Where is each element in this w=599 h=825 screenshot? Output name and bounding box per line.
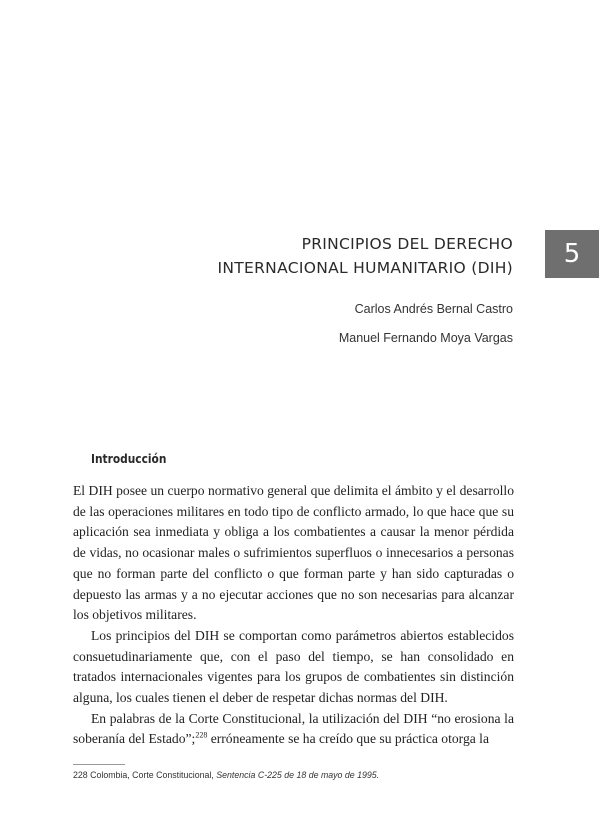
- author-2: Manuel Fernando Moya Vargas: [338, 331, 513, 345]
- chapter-title-line-1: PRINCIPIOS DEL DERECHO: [301, 235, 513, 253]
- body-text: [73, 481, 514, 750]
- footnote-reference[interactable]: 228: [195, 730, 208, 740]
- chapter-title-line-2: INTERNACIONAL HUMANITARIO (DIH): [217, 259, 513, 277]
- paragraph-3-text-b: erróneamente se ha creído que su práctica otorga la: [207, 731, 489, 747]
- footnote-citation: Sentencia C-225 de 18 de mayo de 1995.: [216, 770, 380, 780]
- footnote-divider: [73, 764, 125, 765]
- chapter-number-tab: 5: [545, 230, 599, 278]
- paragraph-3: [73, 709, 514, 750]
- footnote-text: 228 Colombia, Corte Constitucional,: [73, 770, 217, 780]
- footnote: [73, 770, 379, 780]
- paragraph-2: Los principios del DIH se comportan como parámetros abiertos establecidos consuetudinariamente que, con el paso del tiempo, se han consolidado en tratados internacionales vigentes para los grupos de combatientes sin distinción alguna, los cuales tienen el deber de respetar dichas normas del DIH.: [73, 627, 514, 706]
- paragraph-1: El DIH posee un cuerpo normativo general que delimita el ámbito y el desarrollo de las operaciones militares en todo tipo de conflicto armado, lo que hace que su aplicación sea inmediata y obliga a los combatientes a causar la menor pérdida de vidas, no ocasionar males o sufrimientos superfluos o innecesarios a personas que no forman parte del conflicto o que forman parte y han sido capturadas o depuesto las armas y a no ejecutar acciones que no son necesarias para alcanzar los objetivos militares.: [73, 483, 514, 623]
- author-1: Carlos Andrés Bernal Castro: [354, 302, 513, 316]
- chapter-title: [217, 232, 513, 280]
- paragraph-3-text-a: En palabras de la Corte Constitucional, la utilización del DIH “no erosiona la soberanía del Estado”;: [73, 710, 514, 747]
- section-heading: Introducción: [91, 451, 167, 466]
